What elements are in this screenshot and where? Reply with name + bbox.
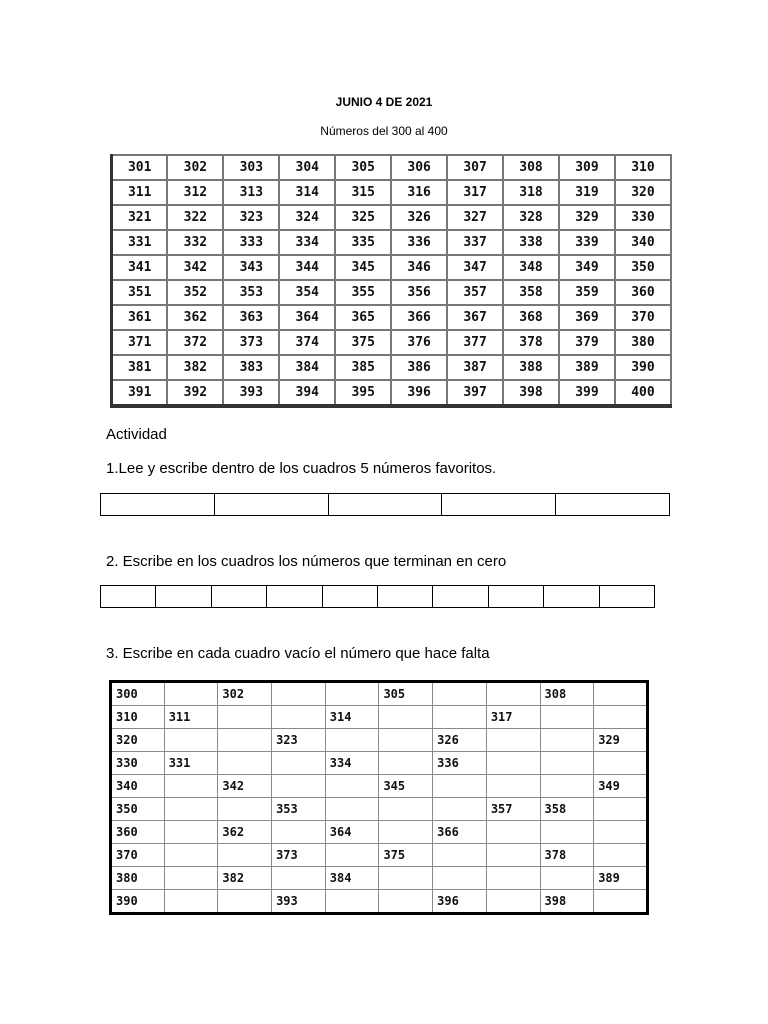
answer-box[interactable] <box>328 494 442 516</box>
fill-cell: 380 <box>111 867 165 890</box>
number-cell: 306 <box>391 155 447 180</box>
fill-cell: 314 <box>325 706 379 729</box>
fill-cell[interactable] <box>164 890 218 914</box>
fill-cell[interactable] <box>325 844 379 867</box>
number-cell: 340 <box>615 230 671 255</box>
number-cell: 334 <box>279 230 335 255</box>
fill-row <box>111 729 648 752</box>
number-cell: 378 <box>503 330 559 355</box>
number-cell: 368 <box>503 305 559 330</box>
number-cell: 391 <box>112 380 168 406</box>
fill-cell[interactable] <box>218 729 272 752</box>
fill-cell[interactable] <box>540 867 594 890</box>
fill-cell[interactable] <box>433 682 487 706</box>
number-row <box>112 330 672 355</box>
fill-cell: 398 <box>540 890 594 914</box>
number-cell: 303 <box>223 155 279 180</box>
fill-cell[interactable] <box>379 752 433 775</box>
number-cell: 383 <box>223 355 279 380</box>
worksheet-subtitle: Números del 300 al 400 <box>320 124 448 138</box>
number-row <box>112 155 672 180</box>
number-cell: 324 <box>279 205 335 230</box>
number-cell: 351 <box>112 280 168 305</box>
number-cell: 355 <box>335 280 391 305</box>
fill-cell[interactable] <box>594 798 648 821</box>
activity-title: Actividad <box>106 426 167 443</box>
number-cell: 379 <box>559 330 615 355</box>
number-cell: 348 <box>503 255 559 280</box>
fill-cell[interactable] <box>540 821 594 844</box>
number-cell: 307 <box>447 155 503 180</box>
fill-row <box>111 682 648 706</box>
fill-cell[interactable] <box>379 706 433 729</box>
number-cell: 385 <box>335 355 391 380</box>
fill-cell[interactable] <box>540 752 594 775</box>
fill-cell: 300 <box>111 682 165 706</box>
number-cell: 361 <box>112 305 168 330</box>
number-cell: 362 <box>167 305 223 330</box>
number-cell: 323 <box>223 205 279 230</box>
number-cell: 374 <box>279 330 335 355</box>
number-cell: 365 <box>335 305 391 330</box>
number-cell: 345 <box>335 255 391 280</box>
number-cell: 329 <box>559 205 615 230</box>
fill-cell[interactable] <box>594 844 648 867</box>
number-cell: 363 <box>223 305 279 330</box>
fill-cell: 390 <box>111 890 165 914</box>
fill-cell[interactable] <box>594 682 648 706</box>
number-cell: 390 <box>615 355 671 380</box>
number-cell: 347 <box>447 255 503 280</box>
number-cell: 328 <box>503 205 559 230</box>
fill-cell: 378 <box>540 844 594 867</box>
number-row <box>112 230 672 255</box>
number-cell: 366 <box>391 305 447 330</box>
fill-row <box>111 706 648 729</box>
fill-cell[interactable] <box>486 682 540 706</box>
fill-cell: 326 <box>433 729 487 752</box>
fill-cell[interactable] <box>218 798 272 821</box>
fill-cell: 360 <box>111 821 165 844</box>
number-cell: 356 <box>391 280 447 305</box>
fill-cell[interactable] <box>272 682 326 706</box>
fill-cell: 366 <box>433 821 487 844</box>
number-cell: 389 <box>559 355 615 380</box>
missing-numbers-table <box>109 680 649 915</box>
number-cell: 301 <box>112 155 168 180</box>
answer-box[interactable] <box>211 586 266 608</box>
number-cell: 304 <box>279 155 335 180</box>
fill-cell[interactable] <box>325 682 379 706</box>
number-cell: 310 <box>615 155 671 180</box>
number-cell: 399 <box>559 380 615 406</box>
number-cell: 400 <box>615 380 671 406</box>
number-cell: 317 <box>447 180 503 205</box>
fill-cell[interactable] <box>164 798 218 821</box>
number-cell: 367 <box>447 305 503 330</box>
number-row <box>112 205 672 230</box>
number-cell: 311 <box>112 180 168 205</box>
number-cell: 302 <box>167 155 223 180</box>
fill-cell: 310 <box>111 706 165 729</box>
answer-box[interactable] <box>433 586 488 608</box>
number-cell: 358 <box>503 280 559 305</box>
number-cell: 342 <box>167 255 223 280</box>
fill-row <box>111 821 648 844</box>
fill-cell[interactable] <box>218 890 272 914</box>
fill-cell[interactable] <box>486 729 540 752</box>
fill-cell[interactable] <box>433 798 487 821</box>
number-cell: 396 <box>391 380 447 406</box>
fill-cell: 330 <box>111 752 165 775</box>
fill-cell: 370 <box>111 844 165 867</box>
fill-cell: 331 <box>164 752 218 775</box>
number-cell: 376 <box>391 330 447 355</box>
number-cell: 319 <box>559 180 615 205</box>
fill-cell[interactable] <box>433 775 487 798</box>
number-row <box>112 280 672 305</box>
number-cell: 393 <box>223 380 279 406</box>
fill-cell[interactable] <box>379 890 433 914</box>
fill-cell[interactable] <box>218 706 272 729</box>
number-cell: 331 <box>112 230 168 255</box>
number-row <box>112 255 672 280</box>
number-row <box>112 305 672 330</box>
fill-cell[interactable] <box>540 775 594 798</box>
fill-cell[interactable] <box>218 844 272 867</box>
fill-cell[interactable] <box>540 729 594 752</box>
fill-cell[interactable] <box>218 752 272 775</box>
answer-box[interactable] <box>267 586 322 608</box>
number-cell: 364 <box>279 305 335 330</box>
number-cell: 336 <box>391 230 447 255</box>
number-cell: 397 <box>447 380 503 406</box>
number-cell: 384 <box>279 355 335 380</box>
number-cell: 372 <box>167 330 223 355</box>
number-cell: 335 <box>335 230 391 255</box>
number-cell: 386 <box>391 355 447 380</box>
answer-box[interactable] <box>442 494 556 516</box>
number-cell: 380 <box>615 330 671 355</box>
answer-box[interactable] <box>377 586 432 608</box>
fill-cell[interactable] <box>379 867 433 890</box>
number-cell: 353 <box>223 280 279 305</box>
number-cell: 322 <box>167 205 223 230</box>
fill-cell: 323 <box>272 729 326 752</box>
answer-box[interactable] <box>156 586 211 608</box>
tens-numbers-boxes <box>100 585 655 608</box>
fill-cell: 349 <box>594 775 648 798</box>
fill-row <box>111 775 648 798</box>
fill-cell: 311 <box>164 706 218 729</box>
number-cell: 316 <box>391 180 447 205</box>
fill-cell[interactable] <box>164 775 218 798</box>
fill-cell: 358 <box>540 798 594 821</box>
number-cell: 394 <box>279 380 335 406</box>
answer-box[interactable] <box>556 494 670 516</box>
number-cell: 349 <box>559 255 615 280</box>
number-cell: 305 <box>335 155 391 180</box>
number-cell: 359 <box>559 280 615 305</box>
fill-cell: 353 <box>272 798 326 821</box>
fill-cell: 357 <box>486 798 540 821</box>
fill-cell: 305 <box>379 682 433 706</box>
number-cell: 341 <box>112 255 168 280</box>
number-cell: 344 <box>279 255 335 280</box>
fill-cell[interactable] <box>379 821 433 844</box>
number-cell: 320 <box>615 180 671 205</box>
number-cell: 354 <box>279 280 335 305</box>
number-cell: 327 <box>447 205 503 230</box>
number-cell: 312 <box>167 180 223 205</box>
number-cell: 326 <box>391 205 447 230</box>
fill-cell[interactable] <box>325 890 379 914</box>
fill-cell[interactable] <box>272 752 326 775</box>
fill-cell: 364 <box>325 821 379 844</box>
fill-cell[interactable] <box>379 729 433 752</box>
fill-cell[interactable] <box>486 752 540 775</box>
number-cell: 369 <box>559 305 615 330</box>
fill-cell[interactable] <box>272 821 326 844</box>
fill-row <box>111 890 648 914</box>
number-cell: 314 <box>279 180 335 205</box>
fill-cell[interactable] <box>164 729 218 752</box>
fill-cell[interactable] <box>486 821 540 844</box>
number-cell: 313 <box>223 180 279 205</box>
fill-cell[interactable] <box>325 729 379 752</box>
number-cell: 321 <box>112 205 168 230</box>
fill-cell[interactable] <box>325 775 379 798</box>
fill-cell: 382 <box>218 867 272 890</box>
fill-cell[interactable] <box>486 844 540 867</box>
number-cell: 332 <box>167 230 223 255</box>
number-cell: 375 <box>335 330 391 355</box>
fill-cell[interactable] <box>594 706 648 729</box>
fill-cell: 384 <box>325 867 379 890</box>
fill-cell[interactable] <box>433 844 487 867</box>
fill-row <box>111 844 648 867</box>
number-row <box>112 180 672 205</box>
fill-cell[interactable] <box>272 775 326 798</box>
fill-cell: 375 <box>379 844 433 867</box>
fill-cell: 362 <box>218 821 272 844</box>
fill-cell: 334 <box>325 752 379 775</box>
fill-cell[interactable] <box>379 798 433 821</box>
fill-cell[interactable] <box>486 867 540 890</box>
number-cell: 350 <box>615 255 671 280</box>
number-cell: 395 <box>335 380 391 406</box>
date-heading: JUNIO 4 DE 2021 <box>335 95 433 109</box>
fill-cell: 389 <box>594 867 648 890</box>
fill-cell[interactable] <box>433 706 487 729</box>
fill-cell: 350 <box>111 798 165 821</box>
fill-cell: 336 <box>433 752 487 775</box>
fill-cell: 340 <box>111 775 165 798</box>
number-cell: 373 <box>223 330 279 355</box>
number-cell: 377 <box>447 330 503 355</box>
fill-cell[interactable] <box>486 890 540 914</box>
number-cell: 333 <box>223 230 279 255</box>
fill-cell[interactable] <box>164 844 218 867</box>
question-2: 2. Escribe en los cuadros los números que terminan en cero <box>106 553 507 570</box>
number-cell: 392 <box>167 380 223 406</box>
number-cell: 370 <box>615 305 671 330</box>
fill-cell[interactable] <box>594 821 648 844</box>
question-1: 1.Lee y escribe dentro de los cuadros 5 números favoritos. <box>106 460 497 477</box>
number-cell: 387 <box>447 355 503 380</box>
fill-cell[interactable] <box>272 867 326 890</box>
fill-row <box>111 867 648 890</box>
fill-cell: 329 <box>594 729 648 752</box>
fill-cell[interactable] <box>433 867 487 890</box>
numbers-300-400-table <box>110 154 672 408</box>
number-row <box>112 380 672 406</box>
fill-cell: 302 <box>218 682 272 706</box>
fill-cell[interactable] <box>594 752 648 775</box>
number-cell: 398 <box>503 380 559 406</box>
answer-box[interactable] <box>599 586 654 608</box>
number-cell: 360 <box>615 280 671 305</box>
number-cell: 309 <box>559 155 615 180</box>
favorite-numbers-boxes <box>100 493 670 516</box>
number-cell: 357 <box>447 280 503 305</box>
fill-cell[interactable] <box>272 706 326 729</box>
number-cell: 337 <box>447 230 503 255</box>
number-cell: 352 <box>167 280 223 305</box>
answer-box[interactable] <box>214 494 328 516</box>
fill-cell[interactable] <box>164 867 218 890</box>
fill-cell[interactable] <box>164 821 218 844</box>
fill-cell: 373 <box>272 844 326 867</box>
number-row <box>112 355 672 380</box>
number-cell: 382 <box>167 355 223 380</box>
fill-cell: 308 <box>540 682 594 706</box>
fill-cell[interactable] <box>325 798 379 821</box>
question-3: 3. Escribe en cada cuadro vacío el número que hace falta <box>106 645 490 662</box>
fill-cell: 345 <box>379 775 433 798</box>
number-cell: 339 <box>559 230 615 255</box>
number-cell: 330 <box>615 205 671 230</box>
fill-cell: 393 <box>272 890 326 914</box>
answer-box[interactable] <box>488 586 543 608</box>
fill-cell[interactable] <box>164 682 218 706</box>
number-cell: 371 <box>112 330 168 355</box>
fill-cell[interactable] <box>540 706 594 729</box>
fill-cell[interactable] <box>594 890 648 914</box>
fill-cell: 317 <box>486 706 540 729</box>
answer-box[interactable] <box>544 586 599 608</box>
number-cell: 315 <box>335 180 391 205</box>
answer-box[interactable] <box>322 586 377 608</box>
number-cell: 325 <box>335 205 391 230</box>
number-cell: 338 <box>503 230 559 255</box>
number-cell: 343 <box>223 255 279 280</box>
fill-cell: 396 <box>433 890 487 914</box>
fill-cell: 342 <box>218 775 272 798</box>
fill-cell[interactable] <box>486 775 540 798</box>
number-cell: 381 <box>112 355 168 380</box>
number-cell: 388 <box>503 355 559 380</box>
number-cell: 318 <box>503 180 559 205</box>
number-cell: 308 <box>503 155 559 180</box>
fill-cell: 320 <box>111 729 165 752</box>
answer-box[interactable] <box>101 494 215 516</box>
number-cell: 346 <box>391 255 447 280</box>
fill-row <box>111 752 648 775</box>
fill-row <box>111 798 648 821</box>
answer-box[interactable] <box>101 586 156 608</box>
